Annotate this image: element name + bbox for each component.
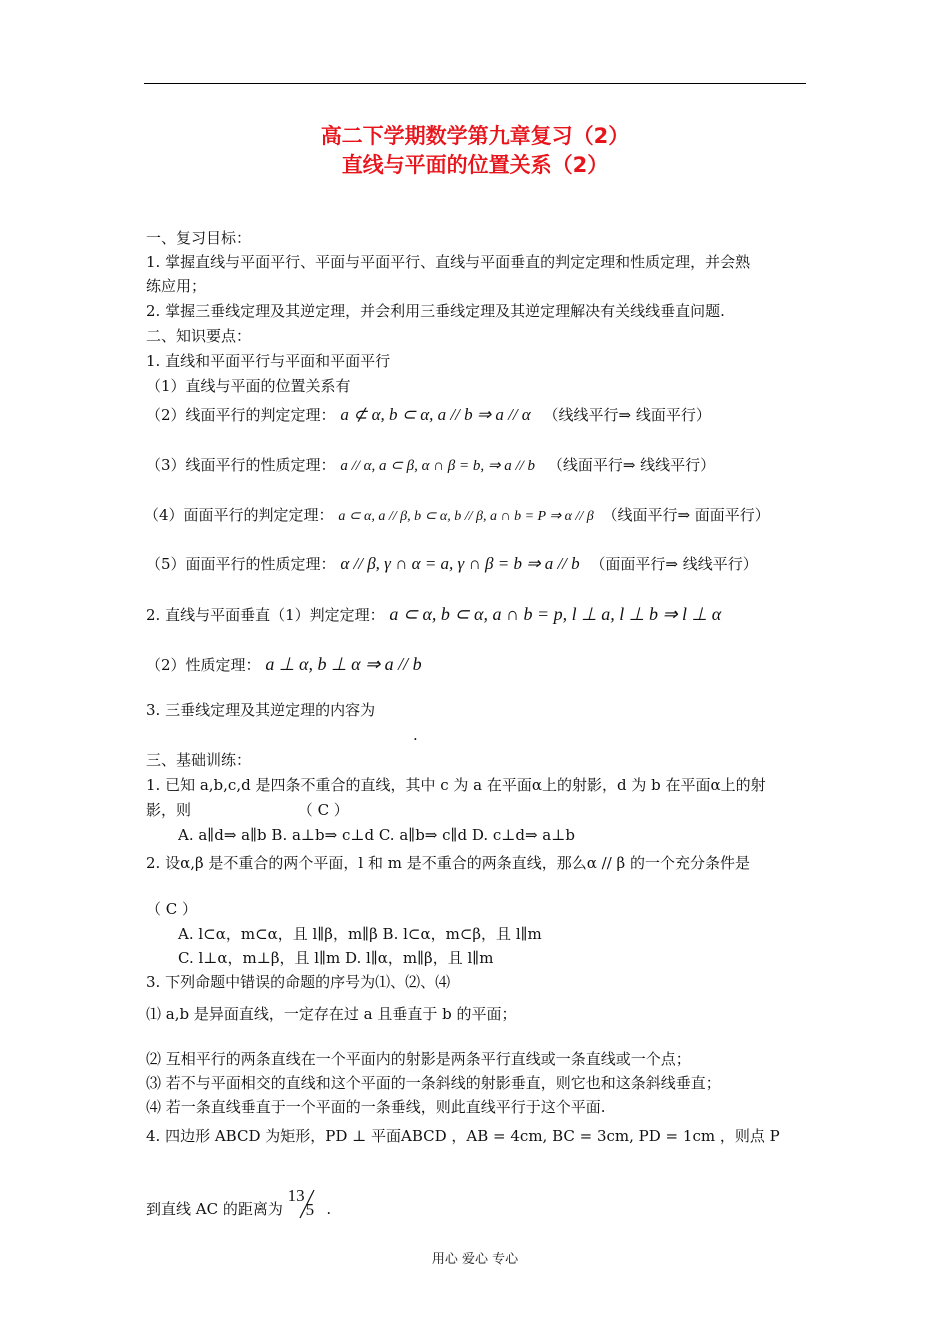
theorem-formula: a // α, a ⊂ β, α ∩ β = b, ⇒ a // b: [340, 458, 536, 474]
theorem-line: [146, 654, 422, 675]
theorem-line: [146, 405, 711, 425]
paragraph-line: 1. 掌握直线与平面平行、平面与平面平行、直线与平面垂直的判定定理和性质定理，并会熟: [146, 253, 751, 271]
doc-subtitle: 直线与平面的位置关系（2）: [341, 153, 609, 177]
theorem-note: （线面平行⇒ 线线平行）: [547, 456, 716, 474]
theorem-label: （3）线面平行的性质定理：: [146, 456, 336, 474]
theorem-label: （5）面面平行的性质定理：: [146, 555, 336, 573]
theorem-formula: a ⊄ α, b ⊂ α, a // b ⇒ a // α: [340, 405, 531, 424]
period: .: [326, 1200, 332, 1218]
blank-dot: .: [413, 726, 418, 744]
theorem-formula: a ⊂ α, b ⊂ α, a ∩ b = p, l ⊥ a, l ⊥ b ⇒ l ⊥ α: [389, 604, 722, 624]
options-line: A. a∥d⇒ a∥b B. a⊥b⇒ c⊥d C. a∥b⇒ c∥d D. c⊥d⇒ a⊥b: [178, 826, 575, 844]
answer-label: （ C ）: [297, 801, 349, 819]
answer-fraction: [287, 1186, 322, 1222]
section-heading: 一、复习目标：: [146, 229, 252, 247]
paragraph-line: 练应用；: [146, 277, 207, 295]
question-line: [146, 1186, 332, 1222]
question-line: 4. 四边形 ABCD 为矩形，PD ⊥ 平面ABCD ，AB = 4cm, BC = 3cm, PD = 1cm ，则点 P: [146, 1127, 780, 1145]
theorem-line: [146, 455, 715, 476]
options-line: C. l⊥α，m⊥β，且 l∥m D. l∥α，m∥β，且 l∥m: [178, 949, 494, 967]
section-heading: 二、知识要点：: [146, 327, 252, 345]
answer-label: （ C ）: [146, 900, 198, 918]
theorem-formula: a ⊥ α, b ⊥ α ⇒ a // b: [265, 654, 422, 674]
fraction-numerator: 13: [287, 1186, 305, 1205]
question-line: 1. 已知 a,b,c,d 是四条不重合的直线，其中 c 为 a 在平面α上的射影，d 为 b 在平面α上的射: [146, 776, 766, 794]
page-footer: 用心 爱心 专心: [431, 1252, 519, 1267]
theorem-line: [146, 554, 758, 574]
theorem-line: [146, 604, 721, 625]
theorem-label: 2. 直线与平面垂直（1）判定定理：: [146, 606, 385, 624]
theorem-label: （2）线面平行的判定定理：: [146, 406, 336, 424]
question-line: [146, 800, 349, 820]
header-rule: [144, 83, 806, 84]
theorem-label: （2）性质定理：: [146, 656, 261, 674]
question-text: 影，则: [146, 801, 192, 819]
statement-line: ⑴ a,b 是异面直线，一定存在过 a 且垂直于 b 的平面；: [146, 1005, 517, 1023]
doc-title: 高二下学期数学第九章复习（2）: [320, 124, 630, 148]
paragraph-line: 2. 掌握三垂线定理及其逆定理，并会利用三垂线定理及其逆定理解决有关线线垂直问题.: [146, 302, 725, 320]
theorem-note: （线线平行⇒ 线面平行）: [543, 406, 711, 424]
paragraph-line: （1）直线与平面的位置关系有: [146, 377, 351, 395]
theorem-note: （线面平行⇒ 面面平行）: [602, 506, 770, 524]
theorem-label: （4）面面平行的判定定理：: [144, 506, 334, 524]
statement-line: ⑶ 若不与平面相交的直线和这个平面的一条斜线的射影垂直，则它也和这条斜线垂直；: [146, 1074, 721, 1092]
statement-line: ⑷ 若一条直线垂直于一个平面的一条垂线，则此直线平行于这个平面.: [146, 1098, 606, 1116]
question-line: 3. 下列命题中错误的命题的序号为⑴、⑵、⑷: [146, 973, 451, 991]
theorem-formula: a ⊂ α, a // β, b ⊂ α, b // β, a ∩ b = P ⇒ α // β: [338, 509, 594, 524]
paragraph-line: 1. 直线和平面平行与平面和平面平行: [146, 352, 391, 370]
fraction-denominator: 5: [305, 1200, 315, 1219]
options-line: A. l⊂α，m⊂α，且 l∥β，m∥β B. l⊂α，m⊂β，且 l∥m: [178, 925, 542, 943]
theorem-line: [144, 505, 770, 527]
statement-line: ⑵ 互相平行的两条直线在一个平面内的射影是两条平行直线或一条直线或一个点；: [146, 1050, 691, 1068]
paragraph-line: 3. 三垂线定理及其逆定理的内容为: [146, 701, 376, 719]
question-line: 2. 设α,β 是不重合的两个平面，l 和 m 是不重合的两条直线，那么α // β 的一个充分条件是: [146, 854, 750, 872]
section-heading: 三、基础训练：: [146, 751, 252, 769]
question-text: 到直线 AC 的距离为: [146, 1200, 283, 1218]
theorem-formula: α // β, γ ∩ α = a, γ ∩ β = b ⇒ a // b: [340, 554, 580, 573]
theorem-note: （面面平行⇒ 线线平行）: [590, 555, 758, 573]
